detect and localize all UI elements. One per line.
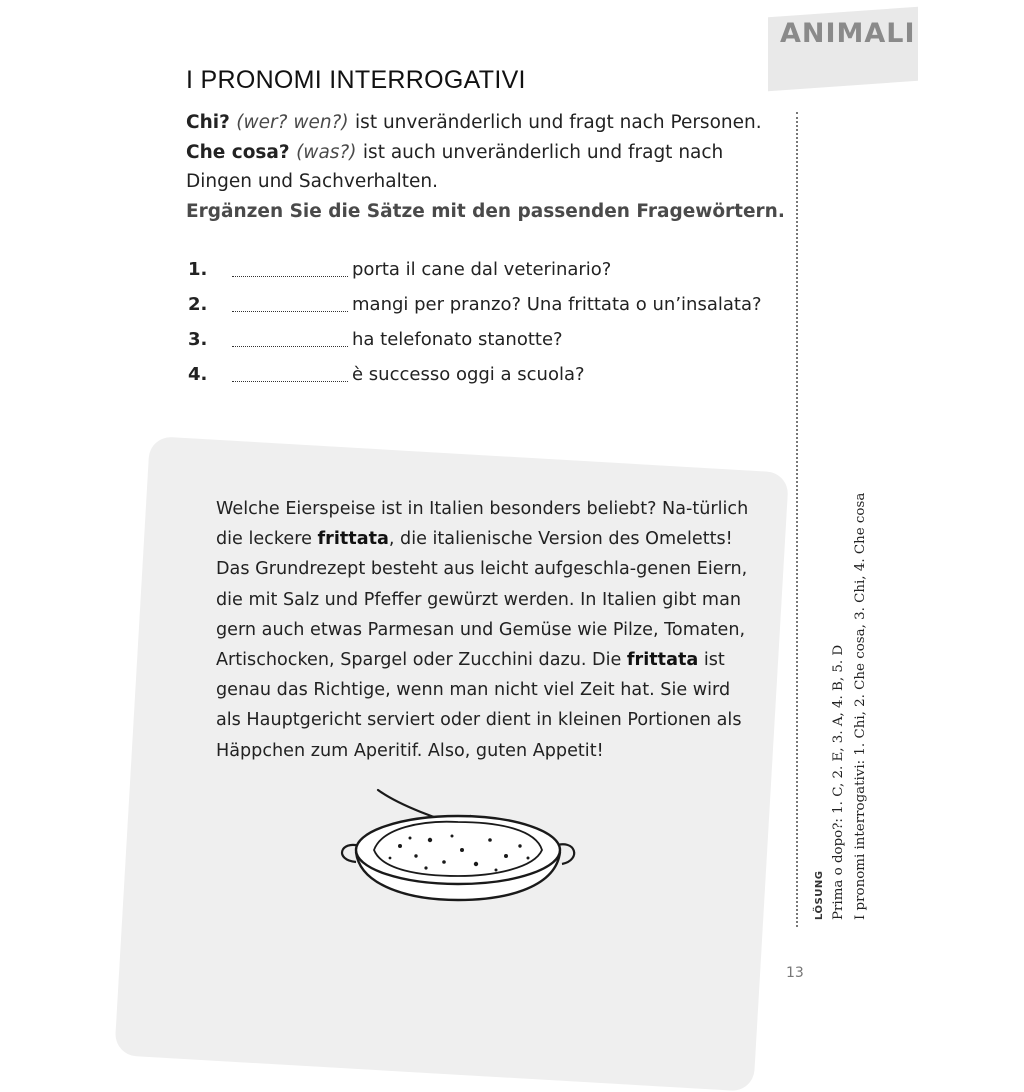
page-number: 13 <box>786 965 804 981</box>
exercise-item <box>188 322 788 357</box>
answer-blank[interactable] <box>232 266 348 277</box>
intro-line-che-cosa <box>186 138 786 197</box>
exercise-number: 2. <box>188 294 208 315</box>
story-bold-frittata-2: frittata <box>626 650 699 671</box>
intro-text <box>186 108 786 226</box>
intro-line-chi <box>186 108 786 138</box>
story-bold-frittata-1: frittata <box>317 529 389 550</box>
frittata-pan-illustration <box>330 776 590 916</box>
hint-chi: (wer? wen?) <box>236 112 349 133</box>
exercise-text: mangi per pranzo? Una frittata o un’insalata? <box>352 294 762 315</box>
keyword-chi: Chi? <box>186 112 230 133</box>
exercise-list <box>188 252 788 392</box>
answer-blank[interactable] <box>232 336 348 347</box>
answer-blank[interactable] <box>232 301 348 312</box>
exercise-number: 1. <box>188 259 208 280</box>
exercise-text: ha telefonato stanotte? <box>352 329 563 350</box>
category-tag: ANIMALI <box>780 18 916 49</box>
instruction: Ergänzen Sie die Sätze mit den passenden Fragewörtern. <box>186 200 785 222</box>
page-title: I PRONOMI INTERROGATIVI <box>186 66 526 94</box>
exercise-item <box>188 252 788 287</box>
exercise-number: 3. <box>188 329 208 350</box>
solution-heading: LÖSUNG <box>814 870 825 920</box>
story-part-3: ist genau das Richtige, wenn man nicht viel Zeit hat. Sie wird als Hauptgericht serviert oder dient in kleinen Portionen als Häppchen zum Aperitif. Also, guten Appetit! <box>216 650 742 761</box>
exercise-item <box>188 287 788 322</box>
hint-che-cosa: (was?) <box>296 141 357 163</box>
keyword-che-cosa: Che cosa? <box>186 141 290 163</box>
dotted-divider <box>796 112 798 927</box>
story-part-2: , die italienische Version des Omeletts! Das Grundrezept besteht aus leicht aufgeschla-genen Eiern, die mit Salz und Pfeffer gewürzt werden. In Italien gibt man gern auch etwas Parmesan und Gemüse wie Pilze, Tomaten, Artischocken, Spargel oder Zucchini dazu. Die <box>216 529 748 671</box>
answer-blank[interactable] <box>232 371 348 382</box>
exercise-item <box>188 357 788 392</box>
exercise-number: 4. <box>188 364 208 385</box>
frittata-story <box>216 494 756 766</box>
story-part-1: Welche Eierspeise ist in Italien besonders beliebt? Na-türlich die leckere <box>216 499 749 550</box>
solution-line-1: Prima o dopo?: 1. C, 2. E, 3. A, 4. B, 5. D <box>831 644 846 920</box>
solution-text <box>812 460 871 920</box>
explanation-che-cosa: ist auch unveränderlich und fragt nach Dingen und Sachverhalten. <box>186 141 724 192</box>
explanation-chi: ist unveränderlich und fragt nach Personen. <box>355 112 762 133</box>
solution-line-2: I pronomi interrogativi: 1. Chi, 2. Che cosa, 3. Chi, 4. Che cosa <box>852 492 868 920</box>
solution-box <box>812 460 912 920</box>
exercise-text: porta il cane dal veterinario? <box>352 259 612 280</box>
exercise-text: è successo oggi a scuola? <box>352 364 585 385</box>
